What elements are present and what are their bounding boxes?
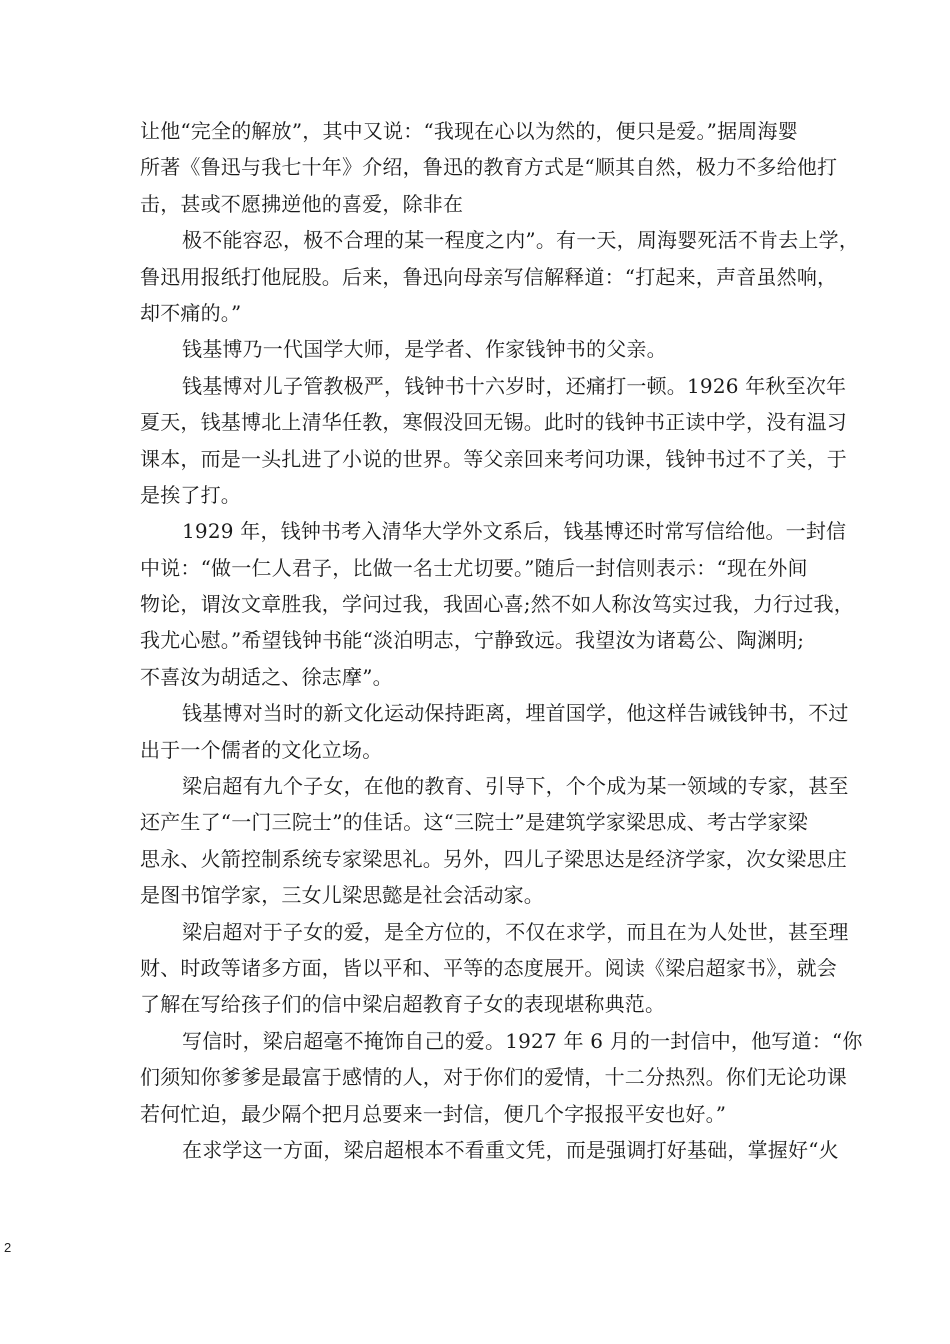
text-line: 物论，谓汝文章胜我，学问过我，我固心喜;然不如人称汝笃实过我，力行过我， bbox=[140, 592, 854, 617]
text-line: 所著《鲁迅与我七十年》介绍，鲁迅的教育方式是“顺其自然，极力不多给他打 bbox=[140, 155, 838, 180]
text-line: 不喜汝为胡适之、徐志摩”。 bbox=[140, 664, 393, 689]
text-line: 了解在写给孩子们的信中梁启超教育子女的表现堪称典范。 bbox=[140, 992, 666, 1017]
page-number: 2 bbox=[4, 1240, 12, 1255]
text-line: 钱基博乃一代国学大师，是学者、作家钱钟书的父亲。 bbox=[182, 337, 667, 362]
text-line: 梁启超对于子女的爱，是全方位的，不仅在求学，而且在为人处世，甚至理 bbox=[182, 919, 849, 944]
text-line: 若何忙迫，最少隔个把月总要来一封信，便几个字报报平安也好。” bbox=[140, 1101, 727, 1126]
text-line: 极不能容忍，极不合理的某一程度之内”。有一天，周海婴死活不肯去上学， bbox=[182, 228, 860, 253]
text-line: 思永、火箭控制系统专家梁思礼。另外，四儿子梁思达是经济学家，次女梁思庄 bbox=[140, 846, 847, 871]
text-line: 梁启超有九个子女，在他的教育、引导下，个个成为某一领域的专家，甚至 bbox=[182, 774, 849, 799]
text-line: 钱基博对儿子管教极严，钱钟书十六岁时，还痛打一顿。1926 年秋至次年 bbox=[182, 373, 847, 398]
text-line: 是图书馆学家，三女儿梁思懿是社会活动家。 bbox=[140, 883, 544, 908]
text-line: 出于一个儒者的文化立场。 bbox=[140, 737, 383, 762]
text-line: 财、时政等诸多方面，皆以平和、平等的态度展开。阅读《梁启超家书》，就会 bbox=[140, 955, 837, 980]
text-line: 鲁迅用报纸打他屁股。后来，鲁迅向母亲写信解释道：“打起来，声音虽然响， bbox=[140, 264, 838, 289]
text-line: 在求学这一方面，梁启超根本不看重文凭，而是强调打好基础，掌握好“火 bbox=[182, 1137, 839, 1162]
text-line: 中说：“做一仁人君子，比做一名士尤切要。”随后一封信则表示：“现在外间 bbox=[140, 555, 808, 580]
text-line: 钱基博对当时的新文化运动保持距离，埋首国学，他这样告诫钱钟书，不过 bbox=[182, 701, 849, 726]
text-line: 我尤心慰。”希望钱钟书能“淡泊明志，宁静致远。我望汝为诸葛公、陶渊明; bbox=[140, 628, 805, 653]
text-line: 却不痛的。” bbox=[140, 300, 242, 325]
text-line: 1929 年，钱钟书考入清华大学外文系后，钱基博还时常写信给他。一封信 bbox=[182, 519, 847, 544]
text-line: 夏天，钱基博北上清华任教，寒假没回无锡。此时的钱钟书正读中学，没有温习 bbox=[140, 410, 847, 435]
text-line: 击，甚或不愿拂逆他的喜爱，除非在 bbox=[140, 191, 464, 216]
text-line: 课本，而是一头扎进了小说的世界。等父亲回来考问功课，钱钟书过不了关，于 bbox=[140, 446, 847, 471]
text-line: 让他“完全的解放”，其中又说：“我现在心以为然的，便只是爱。”据周海婴 bbox=[140, 119, 798, 143]
text-line: 们须知你爹爹是最富于感情的人，对于你们的爱情，十二分热烈。你们无论功课 bbox=[140, 1065, 847, 1090]
text-line: 写信时，梁启超毫不掩饰自己的爱。1927 年 6 月的一封信中，他写道：“你 bbox=[182, 1028, 863, 1053]
text-line: 还产生了“一门三院士”的佳话。这“三院士”是建筑学家梁思成、考古学家梁 bbox=[140, 810, 808, 835]
document-body bbox=[140, 113, 863, 1168]
text-line: 是挨了打。 bbox=[140, 482, 241, 507]
